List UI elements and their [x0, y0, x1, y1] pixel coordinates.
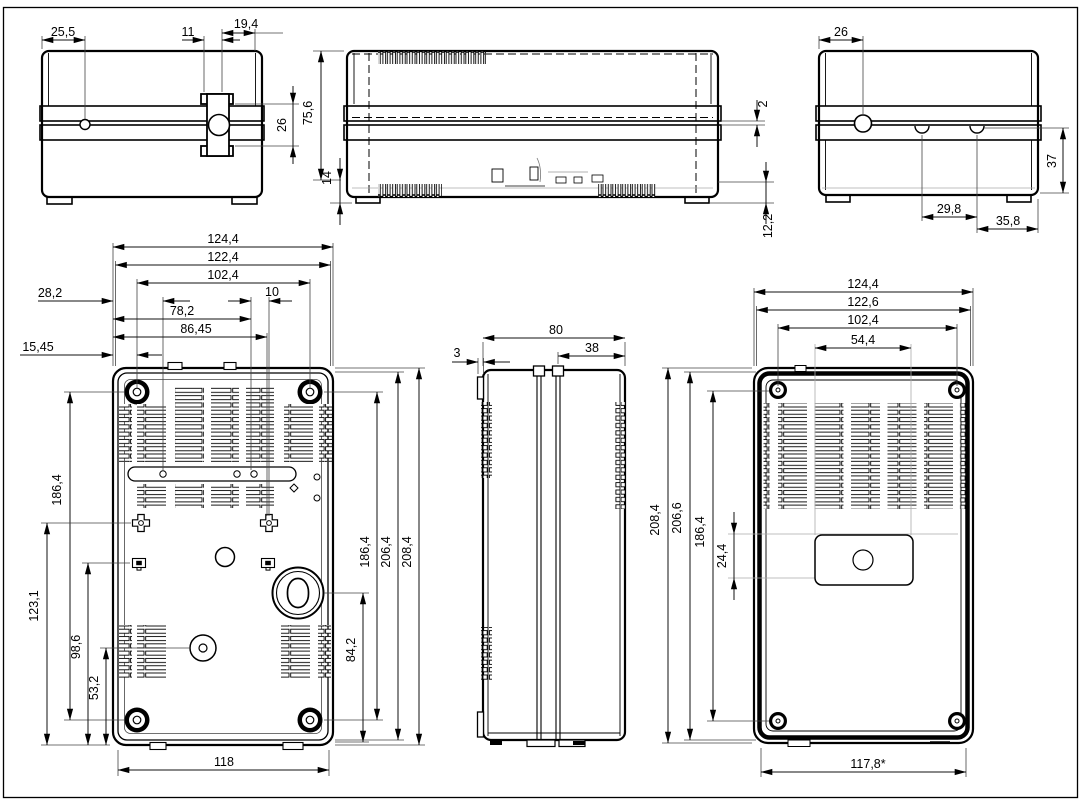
dim-top-overall-width: 124,4	[847, 277, 879, 291]
dim-end-lower-height: 37	[1045, 154, 1059, 168]
dim-narrow-lip: 3	[453, 346, 461, 360]
dim-end-hole-offset: 26	[834, 25, 848, 39]
dim-front-hole-offset: 25,5	[50, 25, 76, 39]
vent-slots-bottom-right	[598, 184, 656, 197]
pcb-boss	[133, 515, 150, 532]
dim-top-screw-span-x: 102,4	[847, 313, 879, 327]
hinge-lug	[478, 377, 484, 399]
parting-band-lower	[40, 125, 264, 140]
edge-tab	[788, 740, 810, 747]
edge-tab	[150, 743, 166, 750]
dim-bottom-28-2: 28,2	[37, 286, 63, 300]
view-narrow-side	[452, 323, 627, 747]
vent-strip	[615, 402, 627, 509]
view-bottom-interior	[20, 232, 425, 776]
panel-hole	[853, 550, 873, 570]
dim-bottom-208-4: 208,4	[400, 536, 414, 568]
dim-top-206-6: 206,6	[670, 502, 684, 534]
dim-side-base: 14	[320, 171, 334, 185]
small-hole	[314, 495, 320, 501]
label-panel	[815, 535, 913, 585]
hinge-lug	[478, 712, 484, 737]
dim-bottom-206-4: 206,4	[379, 536, 393, 568]
pcb-boss	[261, 515, 278, 532]
dim-top-24-4: 24,4	[715, 543, 729, 569]
vent-grid	[764, 403, 966, 509]
dim-bottom-15-45: 15,45	[22, 340, 54, 354]
dim-bottom-86-45: 86,45	[180, 322, 212, 336]
bottom-tab	[527, 740, 555, 747]
dim-top-inner-width: 122,6	[847, 295, 879, 309]
snap-clip	[133, 559, 146, 571]
dim-side-height: 75,6	[301, 100, 315, 126]
edge-tab	[795, 366, 806, 372]
snap-clip	[262, 559, 275, 571]
dim-end-notch-spacing: 29,8	[936, 202, 962, 216]
small-hole	[314, 474, 320, 480]
center-boss	[190, 635, 216, 661]
internal-snap-features	[492, 158, 603, 186]
dim-bottom-118: 118	[214, 755, 234, 769]
vent-slots-bottom-left	[378, 184, 442, 197]
side-hole	[80, 120, 90, 130]
dim-bottom-10: 10	[265, 285, 279, 299]
cable-notch	[915, 126, 929, 133]
dim-narrow-width: 80	[549, 323, 563, 337]
center-hole	[216, 548, 235, 567]
dim-bottom-right-186-4: 186,4	[358, 536, 372, 568]
cable-hole	[855, 115, 872, 132]
dim-front-latch-height: 26	[275, 118, 289, 132]
dim-bottom-inner-width: 122,4	[207, 250, 239, 264]
dim-top-186-4: 186,4	[693, 516, 707, 548]
vent-strip	[481, 627, 492, 681]
edge-tab	[168, 363, 182, 370]
dim-top-208-4: 208,4	[648, 504, 662, 536]
dim-front-latch-width: 19,4	[233, 17, 259, 31]
dim-bottom-screw-span-x: 102,4	[207, 268, 239, 282]
dim-end-notch-to-edge: 35,8	[995, 214, 1021, 228]
dim-side-lip: 2	[756, 100, 770, 108]
view-top-cover	[648, 277, 973, 777]
vent-slots-top	[378, 51, 486, 64]
view-front-elevation	[40, 17, 299, 204]
diamond-hole	[290, 484, 298, 492]
dim-bottom-53-2: 53,2	[87, 675, 101, 701]
dim-bottom-overall-width: 124,4	[207, 232, 239, 246]
dim-bottom-78-2: 78,2	[169, 304, 195, 318]
cable-gland-opening	[273, 568, 324, 619]
dim-side-bottom: 12,2	[761, 213, 775, 239]
vent-strip	[481, 402, 492, 478]
cable-notch	[970, 126, 984, 133]
dim-narrow-half: 38	[585, 341, 599, 355]
view-end-elevation	[816, 25, 1069, 233]
edge-tab	[224, 363, 236, 370]
edge-tab	[283, 743, 303, 750]
dim-top-117-8: 117,8*	[850, 757, 886, 771]
dim-bottom-98-6: 98,6	[69, 634, 83, 660]
parting-band-upper	[40, 106, 264, 121]
dim-bottom-left-186-4: 186,4	[50, 474, 64, 506]
vent-grid	[119, 386, 332, 679]
dim-front-latch-inner: 11	[181, 25, 195, 39]
view-long-side-elevation	[301, 51, 775, 238]
dim-bottom-123-1: 123,1	[27, 590, 41, 622]
dim-bottom-84-2: 84,2	[344, 637, 358, 663]
terminal-slot	[128, 467, 296, 481]
dim-top-panel-width: 54,4	[850, 333, 876, 347]
